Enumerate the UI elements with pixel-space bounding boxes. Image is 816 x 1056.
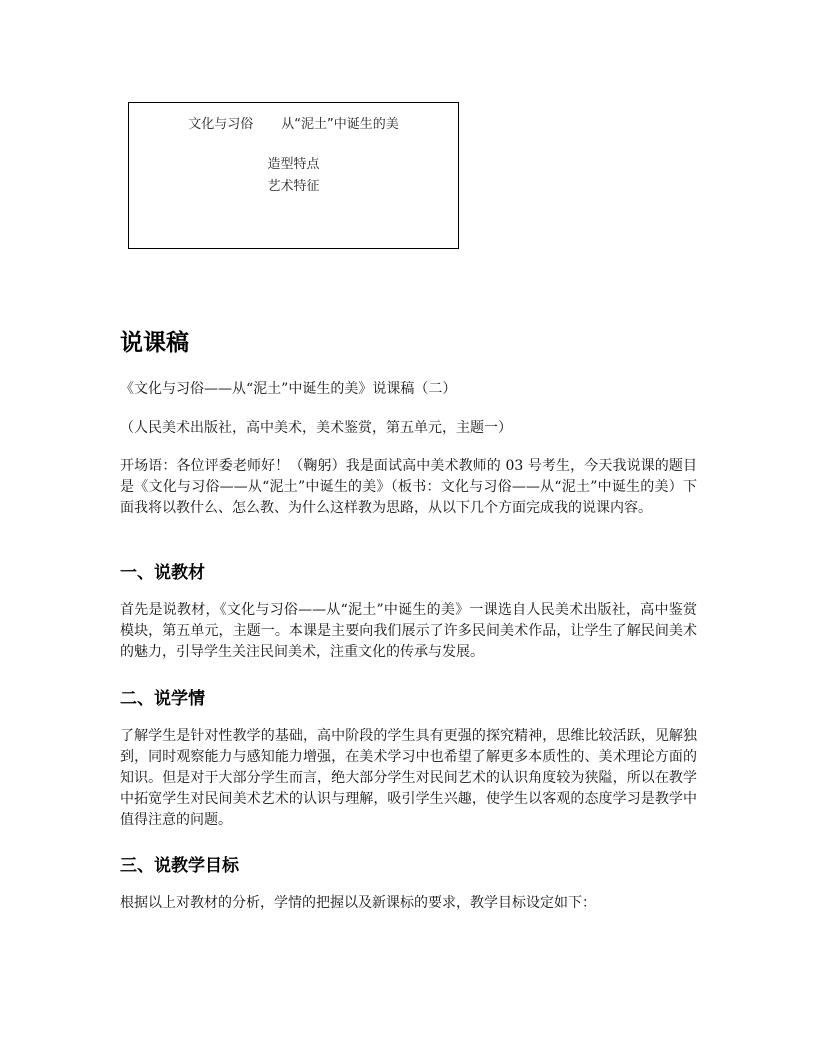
section-heading-textbook: 一、说教材 <box>120 563 205 583</box>
board-point-shape: 造型特点 <box>267 157 320 172</box>
section-body-textbook: 首先是说教材，《文化与习俗——从“泥土”中诞生的美》一课选自人民美术出版社，高中鉴赏模块，第五单元，主题一。本课是主要向我们展示了许多民间美术作品，让学生了解民间美术的魅力，引导学生关注民间美术，注重文化的传承与发展。 <box>120 602 697 660</box>
section-heading-objectives: 三、说教学目标 <box>120 856 239 876</box>
document-subtitle: 《文化与习俗——从“泥土”中诞生的美》说课稿（二） <box>120 381 457 397</box>
intro-paragraph: 开场语：各位评委老师好！（鞠躬）我是面试高中美术教师的 03 号考生，今天我说课的题目是《文化与习俗——从“泥土”中诞生的美》（板书：文化与习俗——从“泥土”中诞生的美）下面我将以教什么、怎么教、为什么这样教为思路，从以下几个方面完成我的说课内容。 <box>120 458 697 516</box>
board-title-line <box>129 113 458 132</box>
section-heading-students: 二、说学情 <box>120 689 205 709</box>
section-body-objectives: 根据以上对教材的分析，学情的把握以及新课标的要求，教学目标设定如下： <box>120 895 596 911</box>
document-title: 说课稿 <box>120 330 189 356</box>
blackboard-sketch-box <box>128 102 459 249</box>
board-subtopic: 从“泥土”中诞生的美 <box>281 117 399 132</box>
section-body-students: 了解学生是针对性教学的基础，高中阶段的学生具有更强的探究精神，思维比较活跃，见解独到，同时观察能力与感知能力增强，在美术学习中也希望了解更多本质性的、美术理论方面的知识。但是对于大部分学生而言，绝大部分学生对民间艺术的认识角度较为狭隘，所以在教学中拓宽学生对民间美术艺术的认识与理解，吸引学生兴趣，使学生以客观的态度学习是教学中值得注意的问题。 <box>120 728 697 828</box>
board-point-art: 艺术特征 <box>267 179 320 194</box>
document-source: （人民美术出版社，高中美术，美术鉴赏，第五单元，主题一） <box>120 420 512 436</box>
board-topic: 文化与习俗 <box>188 117 254 132</box>
